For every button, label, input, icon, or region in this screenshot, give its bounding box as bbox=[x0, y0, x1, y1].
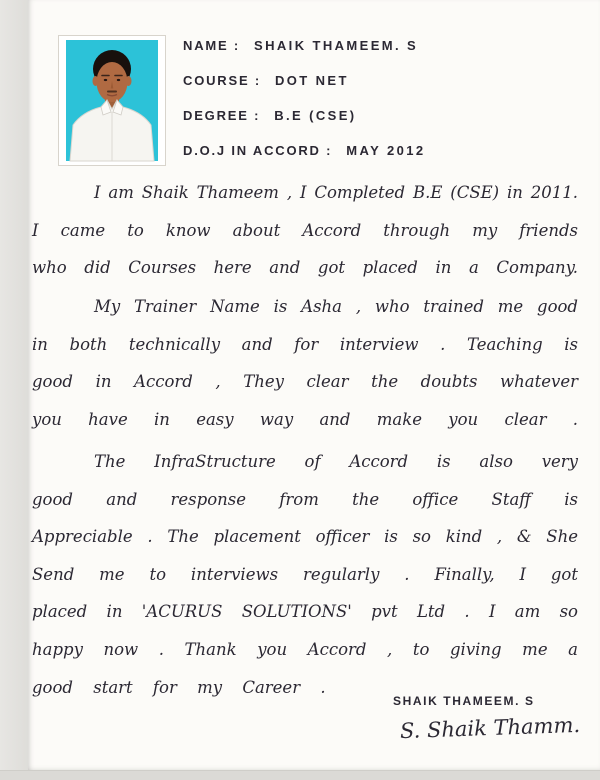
field-doj-label: D.O.J IN ACCORD : bbox=[183, 143, 333, 158]
testimonial-line: Send me to interviews regularly . Finally, I got bbox=[32, 564, 578, 584]
testimonial-line: Appreciable . The placement officer is so kind , & She bbox=[32, 527, 578, 547]
paragraph-3 bbox=[32, 443, 578, 706]
field-name-label: NAME : bbox=[183, 38, 241, 53]
testimonial-line: I am Shaik Thameem , I Completed B.E (CSE) in 2011. bbox=[94, 183, 578, 202]
paragraph-1 bbox=[32, 174, 578, 287]
field-name-value: SHAIK THAMEEM. S bbox=[254, 38, 419, 53]
testimonial-line: good start for my Career . bbox=[32, 677, 326, 697]
field-degree bbox=[183, 108, 426, 123]
testimonial-line: good in Accord , They clear the doubts whatever bbox=[32, 372, 578, 392]
scan-left-edge bbox=[0, 0, 28, 780]
testimonial-line: placed in 'ACURUS SOLUTIONS' pvt Ltd . I am so bbox=[32, 602, 578, 622]
testimonial-line: who did Courses here and got placed in a Company. bbox=[32, 258, 578, 278]
field-course bbox=[183, 73, 426, 88]
testimonial-line: happy now . Thank you Accord , to giving me a bbox=[32, 639, 578, 659]
scan-bottom-edge bbox=[0, 770, 600, 780]
field-doj bbox=[183, 143, 426, 158]
portrait-photo-illustration bbox=[58, 35, 166, 166]
testimonial-line: The InfraStructure of Accord is also very bbox=[94, 452, 578, 471]
testimonial-line: My Trainer Name is Asha , who trained me good bbox=[94, 297, 578, 316]
field-name bbox=[183, 38, 426, 53]
testimonial-line: good and response from the office Staff is bbox=[32, 489, 578, 509]
field-course-label: COURSE : bbox=[183, 73, 261, 88]
field-degree-value: B.E (CSE) bbox=[274, 108, 357, 123]
footer-printed-name: SHAIK THAMEEM. S bbox=[393, 694, 535, 708]
field-degree-label: DEGREE : bbox=[183, 108, 261, 123]
paragraph-2 bbox=[32, 288, 578, 438]
header-fields bbox=[183, 38, 426, 158]
field-course-value: DOT NET bbox=[274, 73, 349, 88]
testimonial-line: in both technically and for interview . Teaching is bbox=[32, 334, 578, 354]
paper bbox=[28, 0, 600, 771]
signature: S. Shaik Thamm. bbox=[399, 712, 581, 744]
testimonial-line: I came to know about Accord through my friends bbox=[32, 220, 578, 240]
portrait-photo bbox=[58, 35, 166, 166]
testimonial-line: you have in easy way and make you clear . bbox=[32, 409, 578, 429]
field-doj-value: MAY 2012 bbox=[346, 143, 426, 158]
